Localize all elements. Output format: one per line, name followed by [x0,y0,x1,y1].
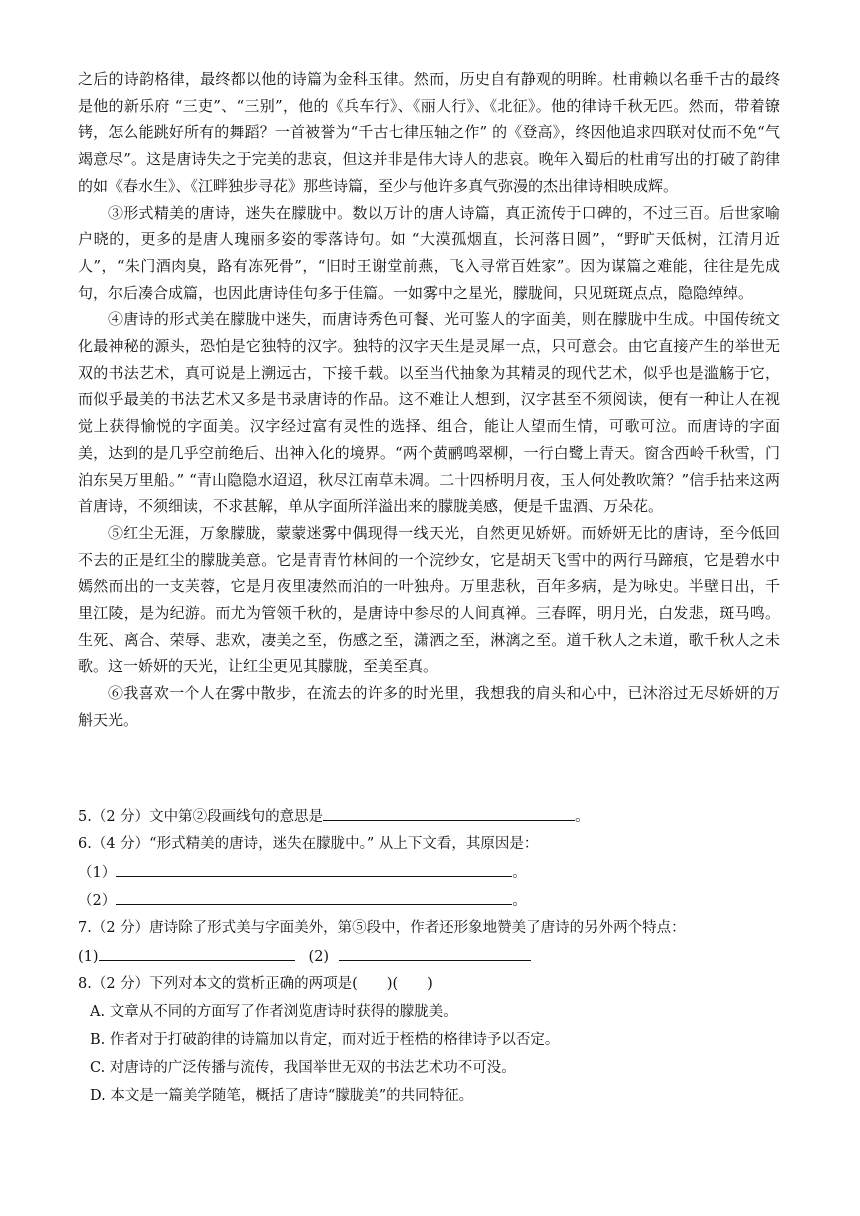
question-6-item-2-label: （2） [78,893,117,909]
question-5-text: 5.（2 分）文中第②段画线句的意思是 [78,809,324,825]
question-7-answer-blank-2[interactable] [339,946,531,961]
question-6-item-1-label: （1） [78,865,117,881]
question-7-answers [78,946,798,967]
question-8-option-d[interactable]: D. 本文是一篇美学随笔，概括了唐诗“朦胧美”的共同特征。 [90,1088,474,1104]
paragraph-2-continued: 之后的诗韵格律，最终都以他的诗篇为金科玉律。然而，历史自有静观的明眸。杜甫赖以名垂千古的最终是他的新乐府 “三吏”、“三别”，他的《兵车行》、《丽人行》、《北征》。他的律诗千秋无匹。然而，带着镣铐，怎么能跳好所有的舞蹈？一首被誉为“千古七律压轴之作” 的《登高》，终因他追求四联对仗而不免“气竭意尽”。这是唐诗失之于完美的悲哀，但这并非是伟大诗人的悲哀。晚年入蜀后的杜甫写出的打破了韵律的如《春水生》、《江畔独步寻花》那些诗篇，至少与他许多真气弥漫的杰出律诗相映成辉。 [78,70,780,195]
question-6 [78,834,798,854]
paragraph-5: ⑤红尘无涯，万象朦胧，蒙蒙迷雾中偶现得一线天光，自然更见娇妍。而娇妍无比的唐诗，至今低回不去的正是红尘的朦胧美意。它是青青竹林间的一个浣纱女，它是胡天飞雪中的两行马蹄痕，它是碧水中嫣然而出的一支芙蓉，它是月夜里凄然而泊的一叶独舟。万里悲秋，百年多病，是为咏史。半壁日出，千里江陵，是为纪游。而尤为管领千秋的，是唐诗中参尽的人间真禅。三春晖，明月光，白发悲，斑马鸣。生死、离合、荣辱、悲欢，凄美之至，伤感之至，潇洒之至，淋漓之至。道千秋人之未道，歌千秋人之未歌。这一娇妍的天光，让红尘更见其朦胧，至美至真。 [78,523,780,676]
question-6-item-1-end: 。 [512,865,527,881]
reading-passage [78,66,780,734]
question-8-option-c[interactable]: C. 对唐诗的广泛传播与流传，我国举世无双的书法艺术功不可没。 [90,1060,516,1076]
question-7-item-2-label: (2) [308,949,330,965]
question-6-text: 6.（4 分）“形式精美的唐诗，迷失在朦胧中。” 从上下文看，其原因是： [78,836,539,852]
question-7-answer-blank-1[interactable] [99,946,295,961]
paragraph-6: ⑥我喜欢一个人在雾中散步，在流去的许多的时光里，我想我的肩头和心中，已沐浴过无尽娇妍的万斛天光。 [78,684,780,729]
question-5 [78,806,798,827]
question-8-text: 8.（2 分）下列对本文的赏析正确的两项是( )( ) [78,976,433,992]
paragraph-3: ③形式精美的唐诗，迷失在朦胧中。数以万计的唐人诗篇，真正流传于口碑的，不过三百。后世家喻户晓的，更多的是唐人瑰丽多姿的零落诗句。如 “大漠孤烟直，长河落日圆”，“野旷天低树，江清月近人”，“朱门酒肉臭，路有冻死骨”，“旧时王谢堂前燕，飞入寻常百姓家”。因为谋篇之难能，往往是先成句，尔后凑合成篇，也因此唐诗佳句多于佳篇。一如雾中之星光，朦胧间，只见斑斑点点，隐隐绰绰。 [78,203,780,302]
question-8-option-a[interactable]: A. 文章从不同的方面写了作者浏览唐诗时获得的朦胧美。 [90,1004,458,1020]
question-7 [78,918,798,938]
question-8-option-b[interactable]: B. 作者对于打破韵律的诗篇加以肯定，而对近于桎梏的格律诗予以否定。 [90,1032,560,1048]
question-5-end: 。 [575,809,590,825]
question-7-text: 7.（2 分）唐诗除了形式美与字面美外，第⑤段中，作者还形象地赞美了唐诗的另外两个特点： [78,920,686,936]
question-6-item-1 [78,862,798,883]
question-6-answer-blank-2[interactable] [116,890,512,905]
question-5-answer-blank[interactable] [323,806,575,821]
question-8 [78,974,798,994]
question-6-answer-blank-1[interactable] [116,862,512,877]
question-6-item-2-end: 。 [512,893,527,909]
question-7-item-1-label: (1) [78,949,99,965]
question-6-item-2 [78,890,798,911]
paragraph-4: ④唐诗的形式美在朦胧中迷失，而唐诗秀色可餐、光可鉴人的字面美，则在朦胧中生成。中国传统文化最神秘的源头，恐怕是它独特的汉字。独特的汉字天生是灵犀一点，只可意会。由它直接产生的举世无双的书法艺术，真可说是上溯远古，下接千载。以至当代抽象为其精灵的现代艺术，似乎也是滥觞于它，而似乎最美的书法艺术又多是书录唐诗的作品。这不难让人想到，汉字甚至不须阅读，便有一种让人在视觉上获得愉悦的字面美。汉字经过富有灵性的选择、组合，能让人望而生情，可歌可泣。而唐诗的字面美，达到的是几乎空前绝后、出神入化的境界。“两个黄鹂鸣翠柳，一行白鹭上青天。窗含西岭千秋雪，门泊东吴万里船。” “青山隐隐水迢迢，秋尽江南草未凋。二十四桥明月夜，玉人何处教吹箫？”信手拈来这两首唐诗，不须细读，不求甚解，单从字面所洋溢出来的朦胧美感，便是千盅酒、万朵花。 [78,310,780,516]
